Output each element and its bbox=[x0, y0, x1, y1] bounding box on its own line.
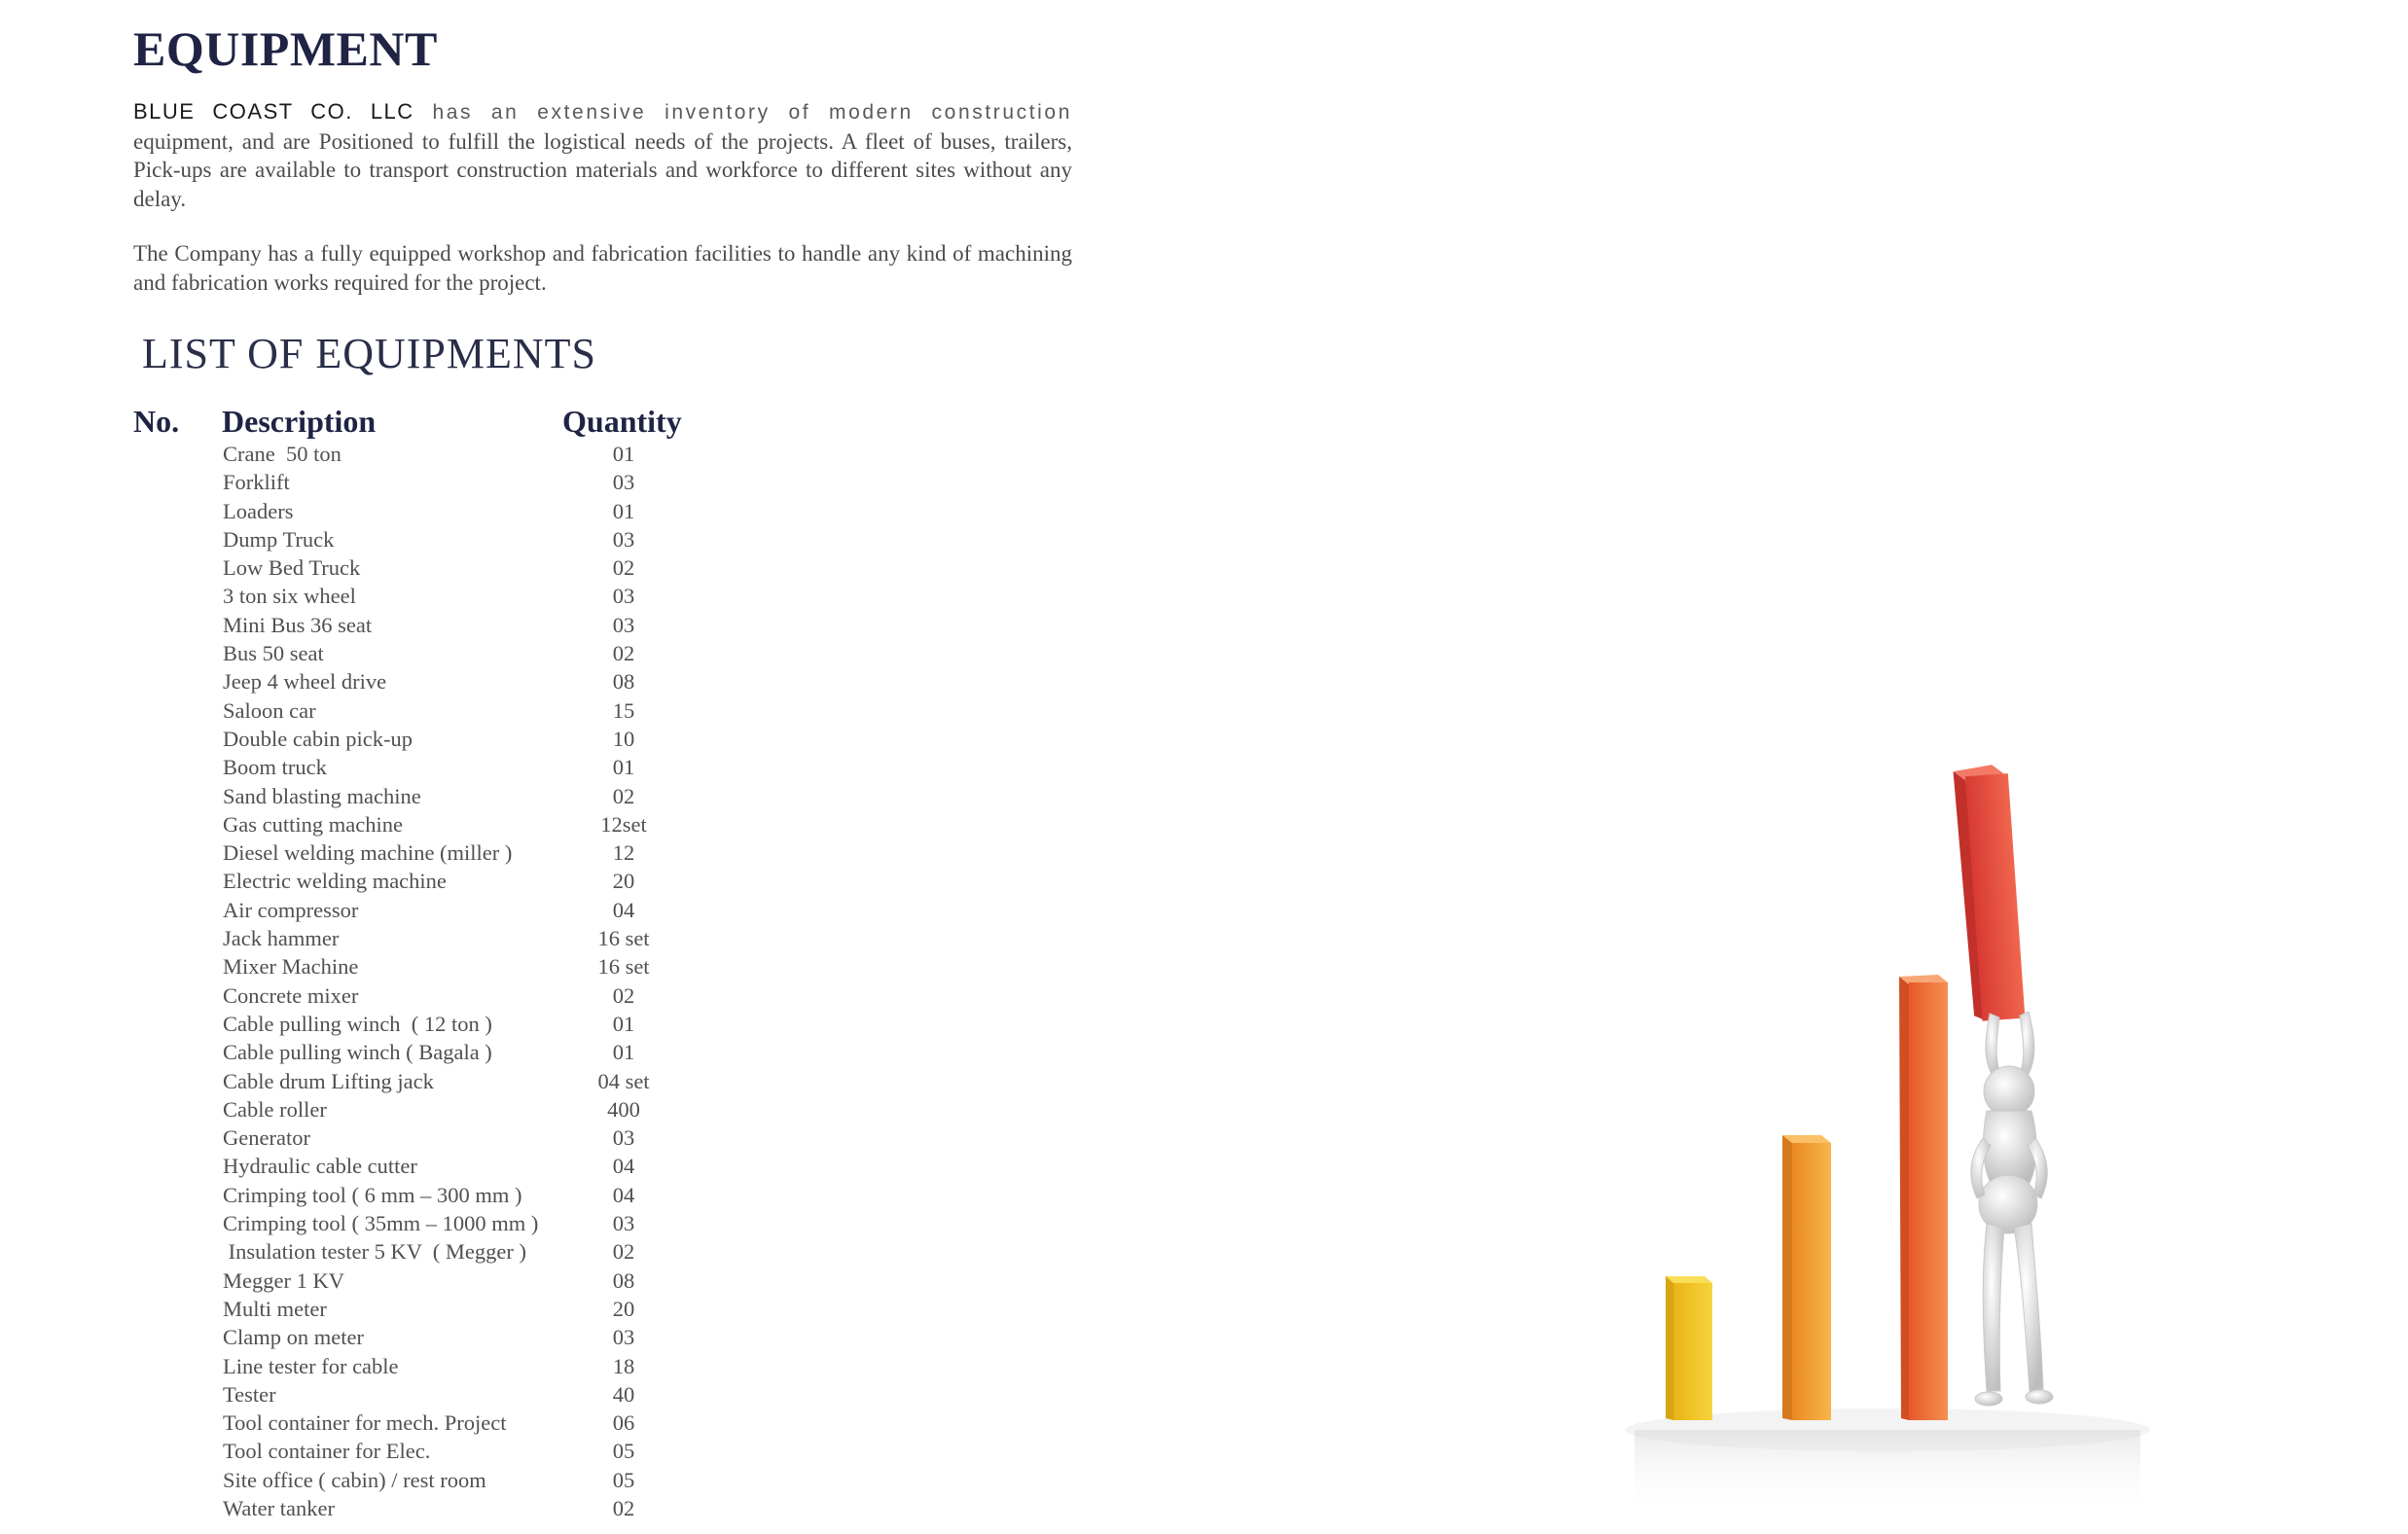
equipment-quantity: 01 bbox=[612, 755, 635, 780]
page-title: EQUIPMENT bbox=[133, 21, 438, 76]
equipment-description: Forklift bbox=[223, 470, 290, 495]
equipment-description: Mixer Machine bbox=[223, 954, 359, 980]
equipment-quantity: 02 bbox=[612, 555, 635, 581]
equipment-quantity: 02 bbox=[612, 982, 635, 1008]
table-row bbox=[0, 1124, 778, 1152]
equipment-description: Saloon car bbox=[223, 697, 316, 723]
equipment-description: Concrete mixer bbox=[223, 982, 359, 1008]
bar-red bbox=[1953, 764, 2025, 1021]
equipment-description: Tool container for mech. Project bbox=[223, 1410, 507, 1436]
table-row bbox=[0, 1323, 778, 1351]
equipment-description: Clamp on meter bbox=[223, 1325, 364, 1350]
equipment-quantity: 05 bbox=[612, 1439, 635, 1464]
table-row bbox=[0, 1494, 778, 1522]
table-row bbox=[0, 981, 778, 1010]
table-row bbox=[0, 1038, 778, 1066]
table-row bbox=[0, 497, 778, 525]
equipment-description: Jeep 4 wheel drive bbox=[223, 669, 387, 695]
equipment-description: Air compressor bbox=[223, 897, 359, 922]
equipment-quantity: 10 bbox=[612, 726, 635, 751]
equipment-quantity: 400 bbox=[607, 1096, 640, 1122]
table-row bbox=[0, 896, 778, 924]
equipment-description: Site office ( cabin) / rest room bbox=[223, 1467, 486, 1492]
equipment-description: Line tester for cable bbox=[223, 1353, 399, 1378]
table-row bbox=[0, 1237, 778, 1266]
bar-dark-orange bbox=[1899, 975, 1948, 1420]
equipment-quantity: 01 bbox=[612, 442, 635, 466]
table-row bbox=[0, 753, 778, 781]
table-row bbox=[0, 952, 778, 981]
equipment-description: Electric welding machine bbox=[223, 869, 447, 894]
table-row bbox=[0, 1095, 778, 1124]
table-row bbox=[0, 1352, 778, 1380]
equipment-description: Boom truck bbox=[223, 755, 327, 780]
equipment-description: 3 ton six wheel bbox=[223, 584, 356, 609]
equipment-description: Mini Bus 36 seat bbox=[223, 612, 373, 637]
equipment-description: Cable pulling winch ( 12 ton ) bbox=[223, 1011, 492, 1036]
equipment-description: Bus 50 seat bbox=[223, 641, 324, 666]
table-row bbox=[0, 667, 778, 696]
table-row bbox=[0, 1010, 778, 1038]
equipment-description: Generator bbox=[223, 1125, 310, 1151]
equipment-quantity: 03 bbox=[612, 1125, 635, 1151]
bar-yellow bbox=[1666, 1276, 1712, 1420]
equipment-quantity: 03 bbox=[612, 1211, 635, 1236]
equipment-quantity: 06 bbox=[612, 1410, 635, 1436]
equipment-description: Cable drum Lifting jack bbox=[223, 1068, 434, 1093]
equipment-quantity: 16 set bbox=[597, 954, 650, 980]
equipment-quantity: 03 bbox=[612, 584, 635, 609]
workshop-paragraph: The Company has a fully equipped workshop and fabrication facilities to handle any kind of machining and fabrication works required for the project. bbox=[133, 241, 1072, 295]
equipment-description: Cable pulling winch ( Bagala ) bbox=[223, 1040, 492, 1065]
growth-bars-figure-illustration bbox=[1596, 749, 2160, 1527]
table-row bbox=[0, 810, 778, 838]
equipment-description: Low Bed Truck bbox=[223, 555, 361, 581]
equipment-quantity: 02 bbox=[612, 1239, 635, 1265]
table-row bbox=[0, 639, 778, 667]
table-row bbox=[0, 553, 778, 582]
equipment-quantity: 12set bbox=[600, 811, 647, 837]
table-row bbox=[0, 611, 778, 639]
column-header-no: No. bbox=[133, 404, 180, 439]
table-row bbox=[0, 1409, 778, 1437]
equipment-description: Crimping tool ( 6 mm – 300 mm ) bbox=[223, 1182, 522, 1207]
bar-orange bbox=[1782, 1135, 1831, 1420]
intro-lead-text: has an extensive inventory of modern construction bbox=[413, 101, 1072, 124]
equipment-description: Gas cutting machine bbox=[223, 811, 403, 837]
equipment-quantity: 15 bbox=[612, 697, 635, 723]
table-row bbox=[0, 1380, 778, 1409]
column-header-description: Description bbox=[222, 404, 377, 439]
equipment-quantity: 01 bbox=[612, 1011, 635, 1036]
table-row bbox=[0, 468, 778, 496]
equipment-quantity: 04 set bbox=[597, 1068, 650, 1093]
equipment-quantity: 16 set bbox=[597, 926, 650, 951]
equipment-description: Crimping tool ( 35mm – 1000 mm ) bbox=[223, 1211, 539, 1236]
equipment-description: Loaders bbox=[223, 498, 294, 523]
equipment-quantity: 20 bbox=[612, 869, 635, 894]
table-row bbox=[0, 1067, 778, 1095]
table-row bbox=[0, 1437, 778, 1465]
equipment-quantity: 18 bbox=[612, 1353, 635, 1378]
equipment-description: Sand blasting machine bbox=[223, 783, 421, 808]
figure-person bbox=[1971, 1012, 2053, 1406]
equipment-quantity: 20 bbox=[612, 1296, 635, 1321]
table-row bbox=[0, 1266, 778, 1295]
equipment-description: Diesel welding machine (miller ) bbox=[223, 840, 513, 866]
table-row bbox=[0, 1181, 778, 1209]
table-row bbox=[0, 696, 778, 725]
equipment-quantity: 05 bbox=[612, 1467, 635, 1492]
equipment-description: Tester bbox=[223, 1381, 276, 1407]
equipment-quantity: 04 bbox=[612, 1154, 635, 1179]
equipment-description: Cable roller bbox=[223, 1096, 327, 1122]
equipment-table bbox=[0, 440, 778, 1522]
equipment-quantity: 08 bbox=[612, 669, 635, 695]
equipment-description: Jack hammer bbox=[223, 926, 340, 951]
equipment-quantity: 12 bbox=[612, 840, 635, 866]
equipment-description: Megger 1 KV bbox=[223, 1267, 344, 1293]
table-row bbox=[0, 725, 778, 753]
equipment-quantity: 04 bbox=[612, 897, 635, 922]
table-row bbox=[0, 1152, 778, 1180]
equipment-quantity: 02 bbox=[612, 641, 635, 666]
equipment-description: Water tanker bbox=[223, 1495, 335, 1520]
equipment-quantity: 03 bbox=[612, 526, 635, 552]
intro-body-text: equipment, and are Positioned to fulfill the logistical needs of the projects. A fleet of buses, trailers, Pick-ups are available to transport construction materials and workforce to different sites without any delay. bbox=[133, 128, 1072, 211]
equipment-description: Dump Truck bbox=[223, 526, 335, 552]
equipment-quantity: 04 bbox=[612, 1182, 635, 1207]
table-row bbox=[0, 867, 778, 895]
equipment-quantity: 40 bbox=[612, 1381, 635, 1407]
equipment-description: Hydraulic cable cutter bbox=[223, 1154, 417, 1179]
list-title: LIST OF EQUIPMENTS bbox=[142, 330, 597, 377]
equipment-quantity: 03 bbox=[612, 1325, 635, 1350]
equipment-description: Multi meter bbox=[223, 1296, 327, 1321]
equipment-quantity: 02 bbox=[612, 1495, 635, 1520]
equipment-description: Crane 50 ton bbox=[223, 442, 341, 466]
equipment-quantity: 01 bbox=[612, 1040, 635, 1065]
company-name: BLUE COAST CO. LLC bbox=[133, 99, 414, 124]
intro-paragraph bbox=[133, 97, 1072, 213]
equipment-description: Double cabin pick-up bbox=[223, 726, 413, 751]
table-row bbox=[0, 440, 778, 468]
table-row bbox=[0, 1295, 778, 1323]
table-row bbox=[0, 1466, 778, 1494]
table-row bbox=[0, 582, 778, 610]
equipment-description: Insulation tester 5 KV ( Megger ) bbox=[223, 1239, 527, 1265]
column-header-quantity: Quantity bbox=[562, 404, 682, 439]
table-row bbox=[0, 838, 778, 867]
table-row bbox=[0, 782, 778, 810]
table-row bbox=[0, 924, 778, 952]
equipment-quantity: 03 bbox=[612, 612, 635, 637]
equipment-quantity: 01 bbox=[612, 498, 635, 523]
equipment-quantity: 08 bbox=[612, 1267, 635, 1293]
equipment-description: Tool container for Elec. bbox=[223, 1439, 431, 1464]
equipment-quantity: 03 bbox=[612, 470, 635, 495]
table-row bbox=[0, 1209, 778, 1237]
table-row bbox=[0, 525, 778, 553]
equipment-quantity: 02 bbox=[612, 783, 635, 808]
